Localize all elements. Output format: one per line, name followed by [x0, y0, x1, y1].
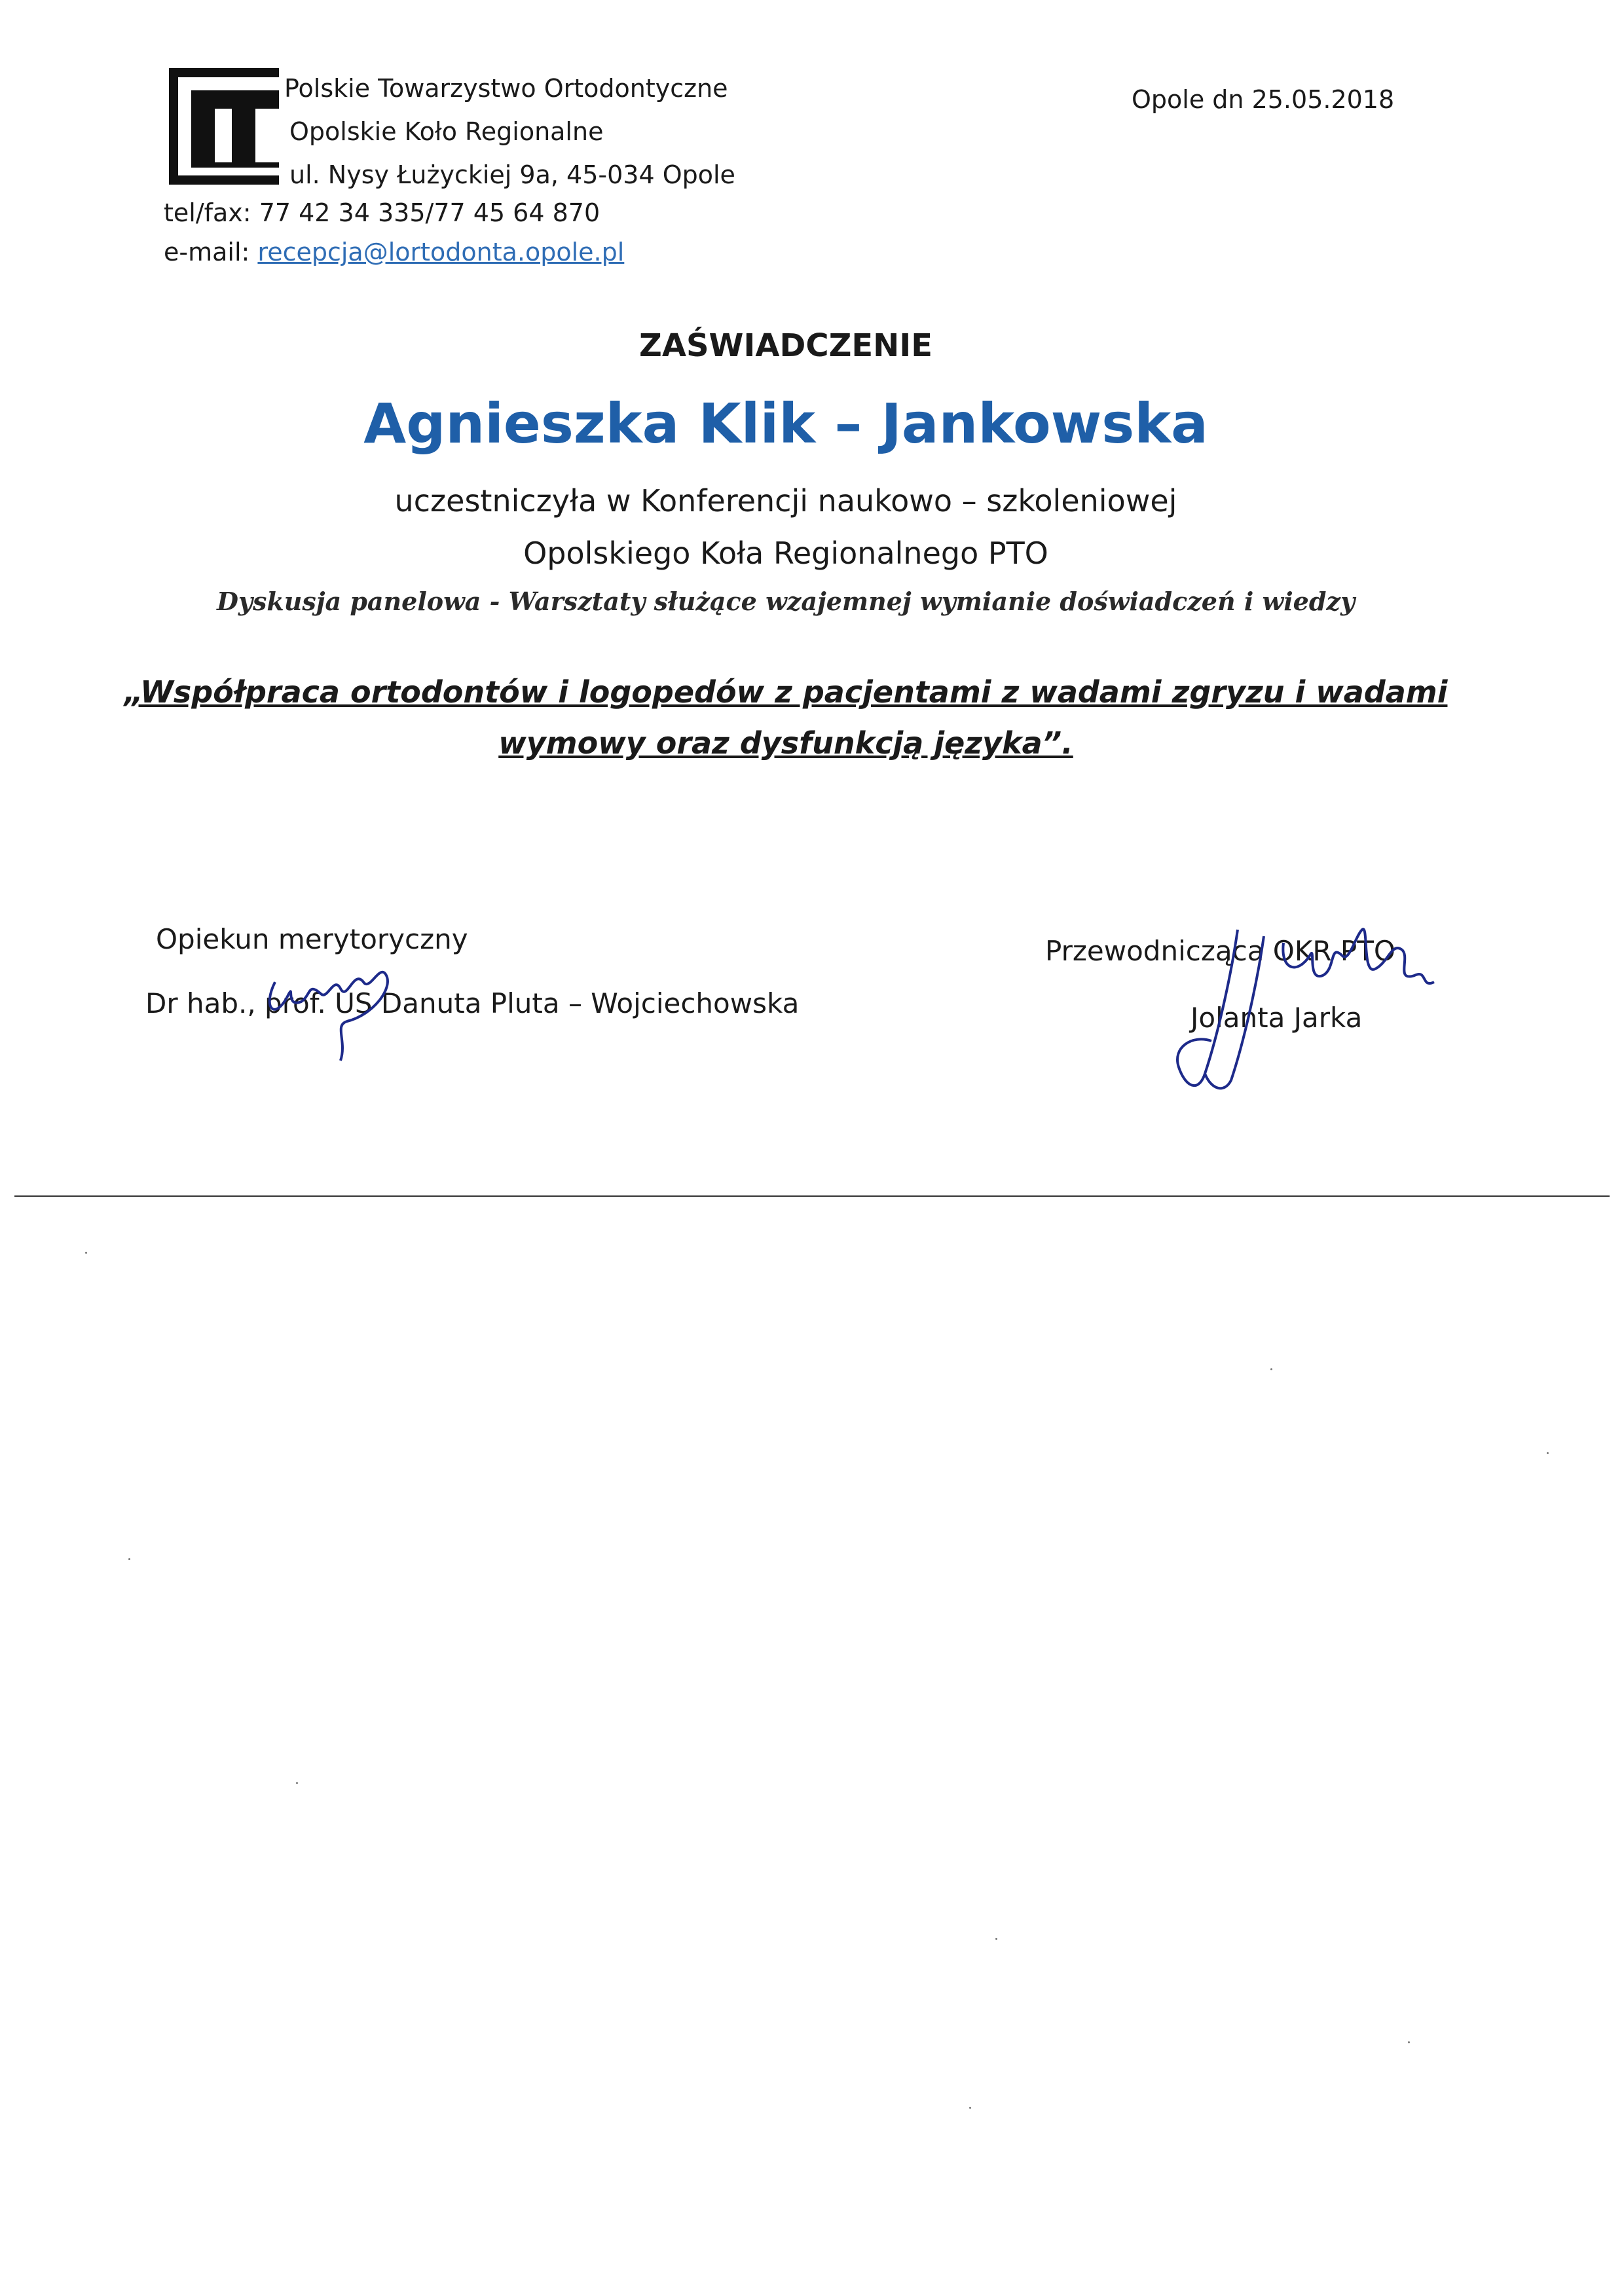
pto-logo: [169, 68, 279, 185]
address: ul. Nysy Łużyckiej 9a, 45-034 Opole: [289, 160, 735, 189]
phone-number: 77 42 34 335/77 45 64 870: [259, 198, 600, 227]
certificate-title: ZAŚWIADCZENIE: [639, 327, 932, 364]
participation-line: uczestniczyła w Konferencji naukowo – szkoleniowej: [394, 483, 1177, 519]
left-signatory-role: Opiekun merytoryczny: [156, 923, 468, 955]
email-line: [164, 240, 624, 264]
scan-speck: [296, 1782, 298, 1784]
phone-label: tel/fax:: [164, 198, 251, 227]
scan-speck: [969, 2107, 971, 2109]
email-label: e-mail:: [164, 238, 250, 266]
event-subtitle: Dyskusja panelowa - Warsztaty służące wzajemnej wymianie doświadczeń i wiedzy: [216, 587, 1356, 616]
phone-line: [164, 200, 600, 225]
document-date: Opole dn 25.05.2018: [1132, 85, 1395, 114]
email-link[interactable]: recepcja@lortodonta.opole.pl: [257, 238, 625, 266]
left-signatory-name: Dr hab., prof. US Danuta Pluta – Wojciechowska: [145, 987, 800, 1019]
branch-name: Opolskie Koło Regionalne: [289, 117, 604, 146]
topic-line-2: wymowy oraz dysfunkcją języka”.: [498, 725, 1073, 761]
scan-speck: [1547, 1452, 1549, 1454]
right-signatory-name: Jolanta Jarka: [1190, 1002, 1363, 1034]
organizer-line: Opolskiego Koła Regionalnego PTO: [523, 536, 1048, 571]
scan-speck: [995, 1938, 997, 1940]
right-signatory-role: Przewodnicząca OKR PTO: [1045, 935, 1395, 967]
scan-speck: [1270, 1368, 1272, 1370]
scan-speck: [85, 1252, 87, 1254]
scan-speck: [128, 1558, 130, 1560]
right-handwritten-signature: [1166, 917, 1454, 1100]
recipient-name: Agnieszka Klik – Jankowska: [363, 392, 1208, 456]
page-divider: [14, 1195, 1610, 1197]
org-name: Polskie Towarzystwo Ortodontyczne: [284, 74, 728, 103]
scan-speck: [1408, 2041, 1410, 2043]
topic-line-1: „Współpraca ortodontów i logopedów z pacjentami z wadami zgryzu i wadami: [124, 674, 1448, 710]
left-handwritten-signature: [249, 917, 406, 1067]
